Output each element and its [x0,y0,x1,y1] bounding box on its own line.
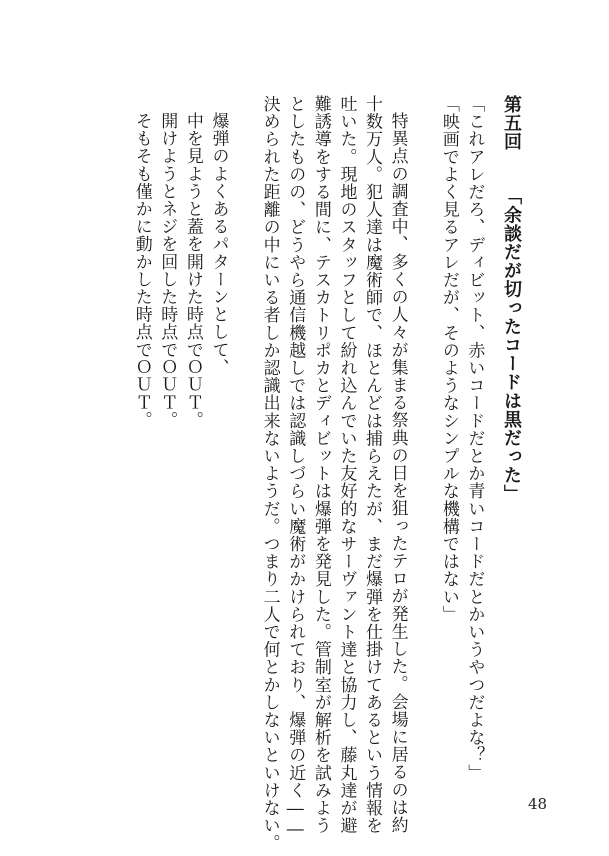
vertical-text-block [128,95,524,852]
chapter-number: 第五回 [501,95,522,151]
dialogue-line-2: 「映画でよく見るアレだが、そのようなシンプルな機構ではない」 [438,95,459,623]
narration-line: としたものの、どうやら通信機越しでは認識しづらい魔術がかけられており、爆弾の近く―― [285,95,306,841]
narration-line: 決められた距離の中にいる者しか認識出来ないようだ。つまり二人で何とかしないといけない。 [259,95,280,852]
dialogue-line-1: 「これアレだろ、ディビット、赤いコードだとか青いコードだとかいうやつだよな？」 [464,95,485,782]
page-number: 48 [528,795,548,813]
narration-line: 難誘導をする間に、テスカトリポカとディビットは爆弾を発見した。管制室が解析を試みよう [310,95,331,835]
narration-line: 開けようとネジを回した時点でＯＵＴ。 [157,112,178,429]
blank-line [230,95,256,785]
narration-line: 爆弾のよくあるパターンとして、 [208,112,229,376]
narration-line: 中を見ようと蓋を開けた時点でＯＵＴ。 [182,112,203,429]
blank-line [410,95,436,785]
narration-line: そもそも僅かに動かした時点でＯＵＴ。 [131,112,152,429]
narration-line: 吐いた。現地のスタッフとして紛れ込んでいた友好的なサーヴァント達と協力し、藤丸達が避 [336,95,357,835]
chapter-title: 「余談だが切ったコードは黒だった」 [501,186,522,504]
narration-line: 十数万人。犯人達は魔術師で、ほとんどは捕らえたが、まだ爆弾を仕掛けてあるという情報を [362,95,383,835]
chapter-heading [498,95,524,785]
narration-line: 特異点の調査中、多くの人々が集まる祭典の日を狙ったテロが発生した。会場に居るのは約 [387,112,408,834]
